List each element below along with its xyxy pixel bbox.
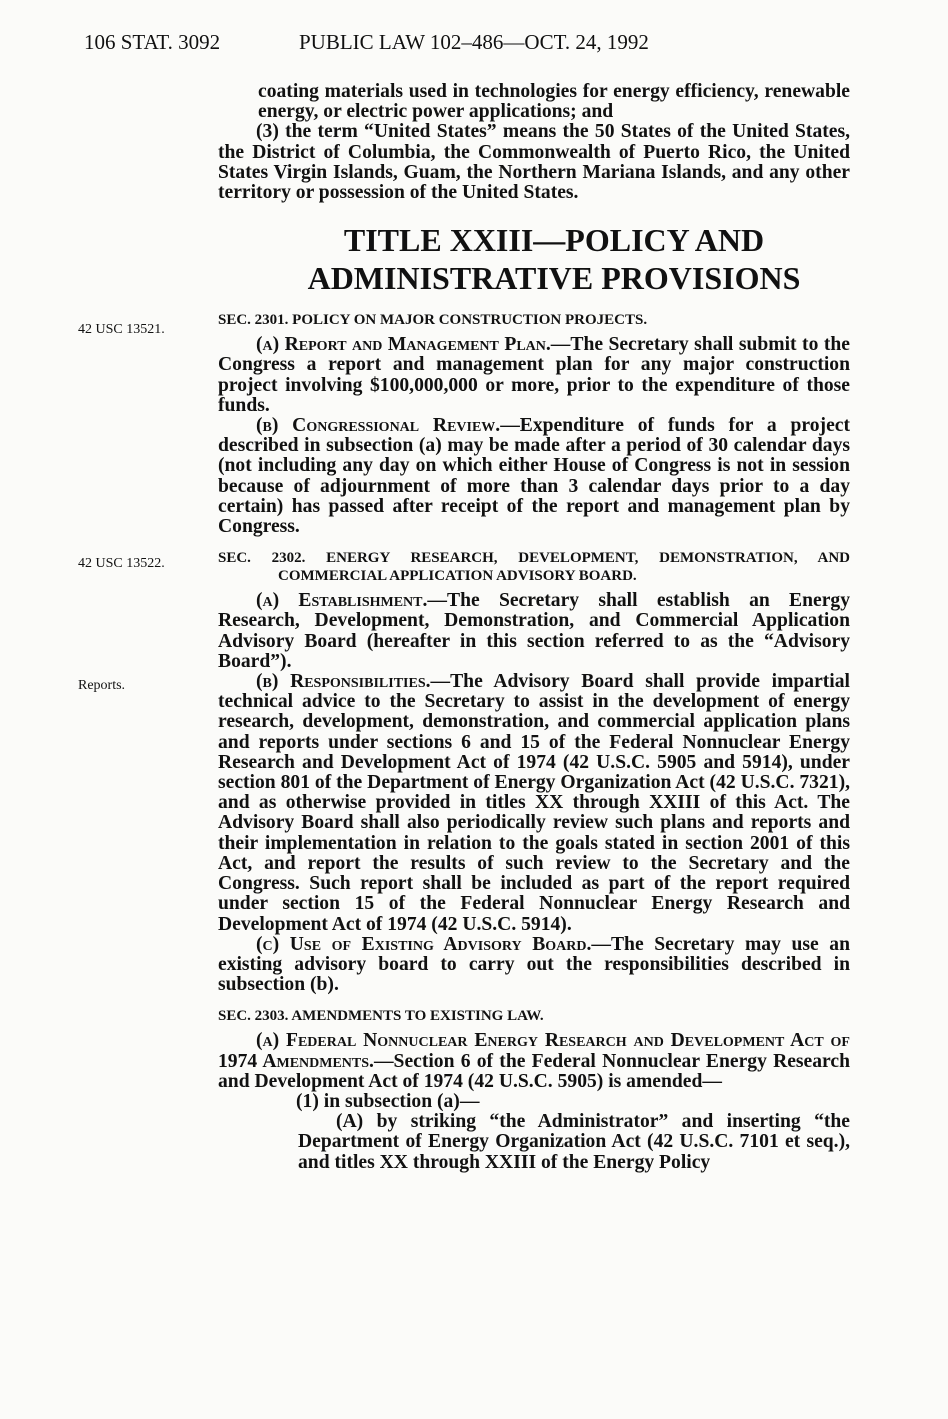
section-2302-a-text: —The Secretary shall establish an Energy Research, Development, Demonstration, and Commercial Application Advisory Board (hereafter in this section referred to as the “Advisory Board”).	[218, 590, 850, 672]
section-2301-b	[218, 416, 850, 537]
margin-note-usc-13522: 42 USC 13522.	[78, 556, 165, 571]
section-2302-b	[218, 672, 850, 935]
title-line-2: ADMINISTRATIVE PROVISIONS	[307, 260, 801, 297]
section-2302-a-label: (a) Establishment.	[256, 590, 428, 612]
section-2303-a-label: (a) Federal Nonnuclear Energy Research and Development Act of 1974 Amendments.	[218, 1030, 850, 1072]
section-2301-heading: SEC. 2301. POLICY ON MAJOR CONSTRUCTION PROJECTS.	[218, 312, 648, 329]
section-2301-b-text: —Expenditure of funds for a project described in subsection (a) may be made after a period of 30 calendar days (not including any day on which either House of Congress is not in session because of adjournment of more than 3 calendar days prior to a day certain) has passed after receipt of the report and management plan by Congress.	[218, 415, 850, 538]
paragraph-3-definition: (3) the term “United States” means the 50 States of the United States, the District of Columbia, the Commonwealth of Puerto Rico, the United States Virgin Islands, Guam, the Northern Mariana Islands, and any other territory or possession of the United States.	[218, 121, 850, 204]
section-2302-b-text: —The Advisory Board shall provide impartial technical advice to the Secretary to assist in the development of energy research, development, demonstration, and commercial application plans and reports under sections 6 and 15 of the Federal Nonnuclear Energy Research and Development Act of 1974 (42 U.S.C. 5905 and 5914), under section 801 of the Department of Energy Organization Act (42 U.S.C. 7321), and as otherwise provided in titles XX through XXIII of this Act. The Advisory Board shall also periodically review such plans and reports and their implementation in relation to the goals stated in section 2001 of this Act, and report the results of such review to the Secretary and the Congress. Such report shall be included as part of the report required under section 15 of the Federal Nonnuclear Energy Research and Development Act of 1974 (42 U.S.C. 5914).	[218, 671, 850, 935]
section-2301-b-label: (b) Congressional Review.	[256, 415, 501, 437]
section-2302-c-text: —The Secretary may use an existing advisory board to carry out the responsibilities described in subsection (b).	[218, 933, 850, 996]
margin-note-usc-13521: 42 USC 13521.	[78, 322, 165, 337]
margin-note-reports: Reports.	[78, 678, 126, 693]
section-2303-a-1-A: (A) by striking “the Administrator” and inserting “the Department of Energy Organization Act (42 U.S.C. 7101 et seq.), and titles XX through XXIII of the Energy Policy	[298, 1111, 850, 1173]
section-2303-heading: SEC. 2303. AMENDMENTS TO EXISTING LAW.	[218, 1008, 544, 1025]
section-2301-a-text: —The Secretary shall submit to the Congress a report and management plan for any major construction project involving $100,000,000 or more, prior to the expenditure of those funds.	[218, 334, 850, 416]
section-2303-a-1: (1) in subsection (a)—	[296, 1090, 480, 1112]
section-2303-a-text: —Section 6 of the Federal Nonnuclear Energy Research and Development Act of 1974 (42 U.S.C. 5905) is amended—	[218, 1050, 850, 1092]
title-line-1: TITLE XXIII—POLICY AND	[343, 222, 765, 259]
section-2302-c-label: (c) Use of Existing Advisory Board.	[256, 933, 592, 955]
paragraph-intro: coating materials used in technologies for energy efficiency, renewable energy, or electric power applications; and	[258, 81, 850, 123]
section-2302-a	[218, 591, 850, 672]
section-2301-a-label: (a) Report and Management Plan.	[256, 334, 551, 356]
public-law-citation: PUBLIC LAW 102–486—OCT. 24, 1992	[299, 30, 649, 54]
stat-page-number: 106 STAT. 3092	[84, 30, 221, 54]
section-2302-heading: SEC. 2302. ENERGY RESEARCH, DEVELOPMENT, DEMONSTRATION, AND COMMERCIAL APPLICATION ADVISORY BOARD.	[218, 550, 850, 585]
section-2303-a	[218, 1031, 850, 1092]
title-heading	[218, 221, 850, 297]
section-2301-a	[218, 335, 850, 416]
document-body	[218, 82, 850, 1173]
section-2302-c	[218, 935, 850, 996]
section-2302-b-label: (b) Responsibilities.	[256, 671, 431, 693]
